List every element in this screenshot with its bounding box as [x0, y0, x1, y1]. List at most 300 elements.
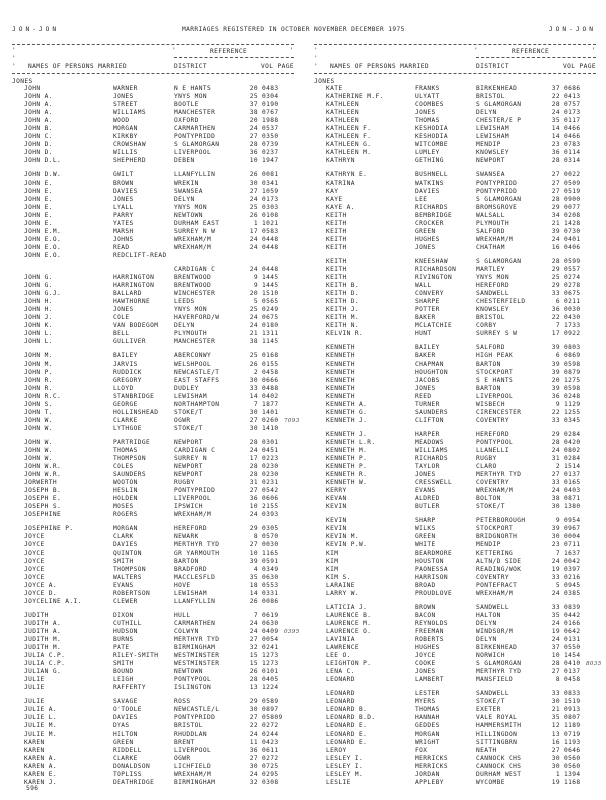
- spouse-surname: JARVIS: [113, 360, 138, 368]
- page: 0165: [564, 479, 581, 487]
- district: LIVERPOOL: [174, 746, 212, 754]
- spouse-surname: GWILT: [113, 171, 134, 179]
- district: NEWARK: [174, 533, 199, 541]
- volume: 35: [551, 714, 560, 722]
- district: BIRKENHEAD: [476, 85, 518, 92]
- page: 0488: [262, 384, 279, 392]
- volume: 27: [249, 714, 258, 722]
- page: 0583: [262, 227, 279, 235]
- forename: JOHN E.M.: [24, 227, 62, 235]
- district: WREXHAM/M: [174, 243, 212, 251]
- page: 0341: [262, 179, 279, 187]
- register-entry: [314, 698, 596, 706]
- forename: KEITH: [326, 235, 347, 243]
- page: 0303: [262, 203, 279, 211]
- forename: KATHLEEN G.: [326, 141, 372, 149]
- forename: KAREN A.: [24, 762, 58, 770]
- register-entry: [314, 558, 596, 566]
- forename: LEONARD: [326, 698, 355, 706]
- spouse-surname: CLEWER: [113, 597, 138, 605]
- page: 0542: [262, 487, 279, 495]
- volume: 28: [551, 660, 560, 668]
- register-entry: [314, 236, 596, 244]
- register-entry: [314, 352, 596, 360]
- spouse-surname: STANBRIDGE: [113, 392, 155, 400]
- district: CARMARTHEN: [174, 619, 216, 627]
- register-entry: [12, 171, 294, 179]
- spouse-surname: GREEN: [415, 533, 436, 541]
- page: 1988: [262, 117, 279, 125]
- volume: 7: [253, 400, 258, 408]
- spouse-surname: MEADOWS: [415, 438, 444, 446]
- volume: 29: [551, 203, 560, 211]
- volume: 10: [249, 549, 258, 557]
- page: 0117: [564, 117, 581, 125]
- district: LEEDS: [174, 298, 195, 306]
- spouse-surname: MYERS: [415, 698, 436, 706]
- district: ABERCONWY: [174, 352, 212, 360]
- spouse-surname: LEIGH: [113, 676, 134, 684]
- reference-heading: REFERENCE: [512, 48, 550, 55]
- forename: KENNETH: [326, 392, 355, 400]
- district: CARMARTHEN: [174, 125, 216, 133]
- district: OXFORD: [174, 117, 199, 125]
- volume: 24: [249, 235, 258, 243]
- spouse-surname: WILKS: [415, 525, 436, 533]
- page: 0190: [262, 101, 279, 109]
- forename: JOHN R.: [24, 376, 53, 384]
- district: HALTON: [476, 611, 501, 619]
- forename: KATE: [326, 85, 343, 92]
- spouse-surname: BAKER: [415, 352, 436, 360]
- page: 1168: [564, 778, 581, 786]
- page: 1193: [564, 738, 581, 746]
- page: 0284: [564, 455, 581, 463]
- volume: 24: [249, 125, 258, 133]
- spouse-surname: BROAD: [415, 581, 436, 589]
- spouse-surname: GETHING: [415, 157, 444, 165]
- forename: JULIE A.: [24, 706, 58, 714]
- forename: KEITH: [326, 227, 347, 235]
- page: 0241: [262, 644, 279, 652]
- register-entry: [12, 644, 294, 652]
- forename: KEITH D.: [326, 298, 360, 306]
- page: 0537: [262, 125, 279, 133]
- page: 1273: [262, 660, 279, 668]
- border-mark: ': [12, 63, 17, 70]
- page: 1637: [564, 549, 581, 557]
- page: 1947: [262, 157, 279, 165]
- spouse-surname: RAFFERTY: [113, 684, 147, 692]
- register-entry: [12, 425, 294, 433]
- forename: JOHN E.: [24, 219, 53, 227]
- forename: JUDITH: [24, 611, 49, 619]
- volume: 28: [249, 471, 258, 479]
- page: 0413: [564, 93, 581, 101]
- volume: 14: [249, 392, 258, 400]
- district: PONTYPOOL: [476, 438, 514, 446]
- page: 1059: [262, 187, 279, 195]
- spouse-surname: CLARKE: [113, 416, 138, 424]
- page: 0630: [262, 619, 279, 627]
- page: 0869: [564, 352, 581, 360]
- district: MERTHYR TYD: [174, 541, 220, 549]
- spouse-surname: HARPER: [415, 430, 440, 438]
- volume: 10: [249, 503, 258, 511]
- page: 0783: [564, 141, 581, 149]
- volume: 27: [551, 668, 560, 676]
- volume: 28: [249, 676, 258, 684]
- register-entry: [12, 133, 294, 141]
- district: CANNOCK CHS: [476, 754, 522, 762]
- district: WINCHESTER: [174, 290, 216, 298]
- forename: JULIE: [24, 676, 45, 684]
- spouse-surname: APPLEBY: [415, 778, 444, 786]
- district: LEWISHAM: [476, 125, 510, 133]
- spouse-surname: JACOBS: [415, 376, 440, 384]
- spouse-surname: LYTHGOE: [113, 424, 142, 432]
- spouse-surname: BAKER: [415, 314, 436, 322]
- volume: 10: [551, 652, 560, 660]
- district: NEWCASTLE/L: [174, 706, 220, 714]
- district: HAMMERSMITH: [476, 722, 522, 730]
- volume: 29: [551, 282, 560, 290]
- register-entry: [12, 684, 294, 692]
- register-entry: [314, 471, 596, 479]
- spouse-surname: CLIFTON: [415, 416, 444, 424]
- spouse-surname: JONES: [415, 384, 436, 392]
- volume: 30: [249, 762, 258, 770]
- spouse-surname: LAMBERT: [415, 676, 444, 684]
- register-entry: [314, 431, 596, 439]
- forename: LARAINE: [326, 581, 355, 589]
- spouse-surname: WARNER: [113, 85, 138, 92]
- volume: 30: [249, 408, 258, 416]
- forename: KERRY: [326, 487, 347, 495]
- index-range-right: JON-JON: [548, 26, 596, 33]
- surname-heading: JONES: [314, 78, 335, 85]
- district: NEWPORT: [174, 463, 203, 471]
- register-entry: [12, 779, 294, 787]
- spouse-surname: GREEN: [415, 227, 436, 235]
- district: CHATHAM: [476, 243, 505, 251]
- register-entry: [12, 487, 294, 495]
- forename: KAREN J.: [24, 778, 58, 786]
- page: 0630: [262, 573, 279, 581]
- volume: 33: [551, 603, 560, 611]
- spouse-surname: MERRICKS: [415, 754, 449, 762]
- register-entry: [314, 747, 596, 755]
- spouse-surname: REED: [415, 392, 432, 400]
- district: CLARO: [476, 463, 497, 471]
- volume: 25: [551, 274, 560, 282]
- forename: KEVIN: [326, 525, 347, 533]
- forename: JOYCE: [24, 549, 45, 557]
- volume: 33: [551, 573, 560, 581]
- page: 0137: [564, 471, 581, 479]
- page: 0611: [262, 746, 279, 754]
- volume: 36: [249, 495, 258, 503]
- page: 0295: [262, 770, 279, 778]
- district: SALFORD: [476, 344, 505, 352]
- register-entry: [12, 290, 294, 298]
- surname-heading: JONES: [12, 78, 33, 85]
- district: SWANSEA: [174, 187, 203, 195]
- page: 0173: [564, 109, 581, 117]
- district: STOKE/T: [174, 424, 203, 432]
- spouse-surname: DAVIES: [415, 187, 440, 195]
- forename: KENNETH W.: [326, 479, 368, 487]
- register-entry: [12, 668, 294, 676]
- district: MERTHYR TYD: [476, 471, 522, 479]
- spouse-surname: WRIGHT: [415, 738, 440, 746]
- forename: JOHN W.: [24, 455, 53, 463]
- district: SANDWELL: [476, 603, 510, 611]
- volume: 24: [249, 446, 258, 454]
- district: BOOTLE: [174, 101, 199, 109]
- district: HEREFORD: [476, 430, 510, 438]
- register-entry: [314, 439, 596, 447]
- page: 1189: [564, 722, 581, 730]
- register-entry: [12, 590, 294, 598]
- district: S GLAMORGAN: [476, 660, 522, 668]
- page: 0022: [564, 171, 581, 179]
- spouse-surname: MCLATCHIE: [415, 322, 453, 330]
- page: 0565: [262, 298, 279, 306]
- page: 0442: [564, 611, 581, 619]
- volume: 29: [249, 525, 258, 533]
- spouse-surname: LLOYD: [113, 384, 134, 392]
- register-entry: [12, 439, 294, 447]
- volume: 20: [249, 290, 258, 298]
- spouse-surname: KESHODIA: [415, 133, 449, 141]
- forename: JOHN D.L.: [24, 157, 62, 165]
- district: NEATH: [476, 746, 497, 754]
- register-entry: [12, 676, 294, 684]
- spouse-surname: HESLIN: [113, 487, 138, 495]
- page: 0397: [564, 565, 581, 573]
- district: BIRMINGHAM: [174, 778, 216, 786]
- volume: 32: [249, 778, 258, 786]
- district: WREXHAM/M: [174, 511, 212, 519]
- forename: KEITH: [326, 265, 347, 273]
- spouse-surname: HARRINGTON: [113, 282, 155, 290]
- spouse-surname: COOKE: [415, 660, 436, 668]
- register-entry: [12, 385, 294, 393]
- border-mark: ': [591, 47, 596, 54]
- forename: KENNETH P.: [326, 463, 368, 471]
- spouse-surname: O'TOOLE: [113, 706, 142, 714]
- handwritten-note: 7093: [284, 417, 300, 424]
- volume: 27: [249, 754, 258, 762]
- volume: 35: [551, 611, 560, 619]
- district: PONTEFRACT: [476, 581, 518, 589]
- page: 1129: [564, 400, 581, 408]
- volume: 28: [551, 438, 560, 446]
- register-entry: [12, 558, 294, 566]
- register-entry: [314, 244, 596, 252]
- page: 1273: [262, 652, 279, 660]
- register-entry: [314, 731, 596, 739]
- district: LIVERPOOL: [174, 495, 212, 503]
- volume: 24: [249, 511, 258, 519]
- volume: 16: [551, 738, 560, 746]
- spouse-surname: BROWN: [415, 603, 436, 611]
- spouse-surname: THOMAS: [415, 117, 440, 125]
- forename: JULIE: [24, 684, 45, 692]
- district: NEWPORT: [174, 438, 203, 446]
- forename: KEVIN P.W.: [326, 541, 368, 549]
- forename: JOHN C.: [24, 133, 53, 141]
- spouse-surname: BOUND: [113, 668, 134, 676]
- district: BROMSGROVE: [476, 203, 518, 211]
- spouse-surname: VAN BODEGOM: [113, 322, 159, 330]
- index-range-left: JON-JON: [12, 26, 60, 33]
- register-entry: [12, 401, 294, 409]
- district: BRENT: [174, 738, 195, 746]
- district-heading: DISTRICT: [174, 63, 208, 70]
- page: 0739: [262, 141, 279, 149]
- page: 0284: [564, 430, 581, 438]
- volume: 39: [551, 344, 560, 352]
- register-entry: [12, 196, 294, 204]
- page: 0114: [564, 149, 581, 157]
- volume: 36: [551, 149, 560, 157]
- forename: KAREN E.: [24, 770, 58, 778]
- forename: JUDITH A.: [24, 619, 62, 627]
- forename: JOSEPHINE P.: [24, 525, 74, 533]
- spouse-surname: HILTON: [113, 730, 138, 738]
- page: 0208: [564, 211, 581, 219]
- spouse-surname: DAVIES: [113, 187, 138, 195]
- page: 1510: [262, 290, 279, 298]
- spouse-surname: HUGHES: [415, 644, 440, 652]
- page: 0519: [564, 187, 581, 195]
- page: 0646: [564, 746, 581, 754]
- district: MANSFIELD: [476, 676, 514, 684]
- volume: 26: [249, 597, 258, 605]
- volume: 24: [551, 619, 560, 627]
- district: SWANSEA: [476, 171, 505, 179]
- spouse-surname: MOSES: [113, 503, 134, 511]
- district: BRADFORD: [174, 565, 208, 573]
- district: SURREY S W: [476, 330, 518, 338]
- page: 0802: [564, 446, 581, 454]
- page: 0030: [564, 306, 581, 314]
- spouse-surname: CLARK: [113, 533, 134, 541]
- page: 0553: [262, 581, 279, 589]
- page: 0101: [262, 668, 279, 676]
- forename: KEITH: [326, 243, 347, 251]
- volume: 37: [551, 644, 560, 652]
- volume: 25: [249, 352, 258, 360]
- volume: 24: [249, 322, 258, 330]
- page: 0077: [564, 203, 581, 211]
- spouse-surname: RUDDICK: [113, 368, 142, 376]
- forename: JOHN D.: [24, 141, 53, 149]
- forename: JOSEPH B.: [24, 487, 62, 495]
- forename: JULIA C.P.: [24, 652, 66, 660]
- register-entry: [314, 722, 596, 730]
- volume: 1: [253, 219, 258, 227]
- page: 1428: [564, 219, 581, 227]
- page: 0448: [262, 235, 279, 243]
- district: PONTYPRIDD: [476, 179, 518, 187]
- spouse-surname: MORGAN: [415, 730, 440, 738]
- register-entry: [314, 141, 596, 149]
- forename: JOHN: [24, 85, 41, 92]
- register-entry: [12, 598, 294, 606]
- volume: 30: [551, 754, 560, 762]
- page: 0314: [564, 157, 581, 165]
- register-entry: [12, 541, 294, 549]
- reference-rule: [174, 57, 294, 58]
- page: 0272: [262, 722, 279, 730]
- spouse-surname: HANNAH: [415, 714, 440, 722]
- volume: 10: [249, 157, 258, 165]
- forename: JOHN A.: [24, 93, 53, 101]
- spouse-surname: RIDDELL: [113, 746, 142, 754]
- forename: JOHN E.: [24, 203, 53, 211]
- spouse-surname: DONALDSON: [113, 762, 151, 770]
- district: PLYMOUTH: [174, 330, 208, 338]
- register-entry: [314, 212, 596, 220]
- spouse-surname: GREGORY: [113, 376, 142, 384]
- district: BRISTOL: [476, 314, 505, 322]
- district: DELYN: [476, 109, 497, 117]
- district: DELYN: [174, 322, 195, 330]
- page: 0305: [262, 525, 279, 533]
- register-entry: [314, 620, 596, 628]
- district: S GLAMORGAN: [476, 195, 522, 203]
- volume: 8: [555, 676, 560, 684]
- register-entry: [12, 739, 294, 747]
- district: DELYN: [174, 195, 195, 203]
- register-entry: [12, 495, 294, 503]
- forename: JULIE M.: [24, 722, 58, 730]
- forename: JOYCE: [24, 573, 45, 581]
- page: 0108: [262, 211, 279, 219]
- spouse-surname: QUINTON: [113, 549, 142, 557]
- register-entry: [12, 747, 294, 755]
- spouse-surname: YATES: [113, 219, 134, 227]
- page: 1445: [262, 274, 279, 282]
- district: S GLAMORGAN: [174, 141, 220, 149]
- spouse-surname: HOLLINSHEAD: [113, 408, 159, 416]
- register-entry: [12, 416, 300, 425]
- register-entry: [314, 409, 596, 417]
- register-entry: [12, 298, 294, 306]
- spouse-surname: REYNOLDS: [415, 619, 449, 627]
- volume: 26: [249, 211, 258, 219]
- volume: 33: [551, 290, 560, 298]
- page: 0448: [262, 243, 279, 251]
- spouse-surname: HARRINGTON: [113, 274, 155, 282]
- page: 0042: [564, 557, 581, 565]
- volume: 37: [551, 85, 560, 92]
- volume: 24: [551, 589, 560, 597]
- spouse-surname: COOMBES: [415, 101, 444, 109]
- register-entry: [12, 188, 294, 196]
- district: WESTMINSTER: [174, 652, 220, 660]
- register-entry: [314, 322, 596, 330]
- spouse-surname: JONES: [415, 243, 436, 251]
- spouse-surname: DAVIES: [113, 714, 138, 722]
- district: HULL: [174, 611, 191, 619]
- register-entry: [12, 236, 294, 244]
- register-entry: [12, 627, 300, 636]
- forename: LAURENCE O.: [326, 627, 372, 635]
